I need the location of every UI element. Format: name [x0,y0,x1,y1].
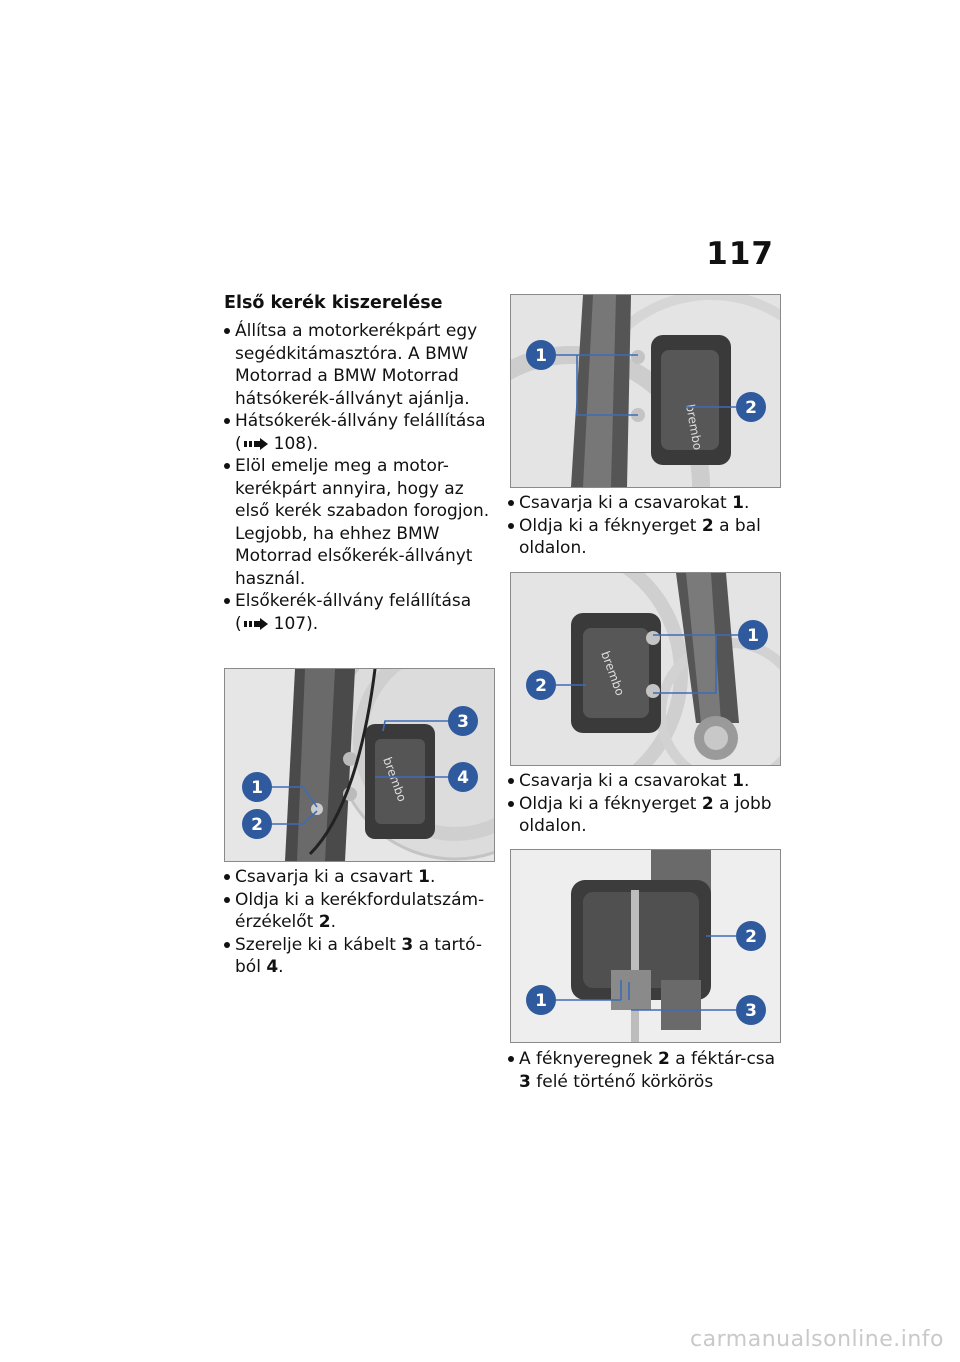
callout-1 [738,620,768,650]
ref-number: 1 [418,867,430,887]
steps-list-5 [508,1048,780,1093]
step-item: A féknyeregnek 2 a féktár-csa 3 felé történő körkörös [508,1048,780,1093]
step-item [224,320,496,410]
callout-1 [242,772,272,802]
figure-wheel-sensor [224,668,495,862]
left-column-lower [224,866,496,979]
ref-number: 2 [701,515,714,536]
steps-list-2 [224,866,496,979]
callout-4 [448,762,478,792]
svg-text:4: 4 [457,768,469,788]
left-column [224,292,496,635]
ref-number: 1 [732,771,744,791]
right-column-c [508,1048,780,1093]
right-column-a [508,492,780,560]
steps-list-3 [508,492,780,560]
svg-text:2: 2 [745,927,757,947]
figure-caliper-left [510,294,781,488]
step-item: Elsőkerék-állvány felállítása ( 107). [224,590,496,635]
brand-label: brembo [380,755,410,804]
ref-number: 3 [519,1071,531,1092]
step-text: Elsőkerék-állvány felállítása [235,591,472,611]
callout-1 [526,985,556,1015]
svg-text:2: 2 [535,676,547,696]
svg-text:1: 1 [251,778,263,798]
ref-number: 4 [266,957,279,977]
svg-text:2: 2 [251,815,263,835]
svg-text:2: 2 [745,398,757,418]
figure-illustration [511,573,780,765]
svg-text:3: 3 [745,1001,757,1021]
figure-illustration [225,669,494,861]
figure-caliper-right [510,572,781,766]
step-text: Elöl emelje meg a motor-kerékpárt annyira, hogy az első kerék szabadon forogjon. Legjobb, ha ehhez BMW Motorrad elsőkerék-állványt használ. [235,456,490,589]
figure-illustration [511,295,780,487]
ref-number: 2 [657,1049,670,1069]
step-text: Hátsókerék-állvány felállítása [235,411,486,431]
ref-number: 2 [701,793,714,814]
svg-text:1: 1 [747,626,759,646]
steps-list-1 [224,320,496,635]
svg-text:3: 3 [457,712,469,732]
page-reference-arrow-icon [244,618,268,630]
step-item: Oldja ki a féknyerget 2 a jobb oldalon. [508,793,780,838]
step-item: Csavarja ki a csavarokat 1. [508,492,780,515]
page-reference[interactable]: 107). [273,613,319,634]
step-item: Szerelje ki a kábelt 3 a tartó-ból 4. [224,934,496,979]
callout-2 [736,392,766,422]
step-item: Csavarja ki a csavarokat 1. [508,770,780,793]
callout-1 [526,340,556,370]
callout-3 [736,995,766,1025]
page-reference[interactable]: 108). [273,433,319,454]
step-item: Hátsókerék-állvány felállítása ( 108). [224,410,496,455]
ref-number: 3 [401,934,414,955]
right-column-b [508,770,780,838]
ref-number: 2 [318,912,331,932]
brand-label: brembo [683,403,705,452]
figure-illustration [511,850,780,1042]
watermark: carmanualsonline.info [690,1327,944,1352]
svg-text:1: 1 [535,991,547,1011]
page-number: 117 [706,236,774,272]
steps-list-4 [508,770,780,838]
ref-number: 1 [732,493,744,513]
step-item: Oldja ki a kerékfordulatszám-érzékelőt 2. [224,889,496,934]
svg-text:1: 1 [535,346,547,366]
step-item [224,455,496,590]
brand-label: brembo [598,649,628,698]
step-item: Csavarja ki a csavart 1. [224,866,496,889]
step-text: Állítsa a motorkerékpárt egy segédkitámasztóra. A BMW Motorrad a BMW Motorrad hátsókerék-állványt ajánlja. [235,321,478,409]
callout-2 [242,809,272,839]
page-reference-arrow-icon [244,438,268,450]
section-title: Első kerék kiszerelése [224,293,443,313]
callout-3 [448,706,478,736]
callout-2 [736,921,766,951]
step-item: Oldja ki a féknyerget 2 a bal oldalon. [508,515,780,560]
callout-2 [526,670,556,700]
figure-caliper-removal [510,849,781,1043]
